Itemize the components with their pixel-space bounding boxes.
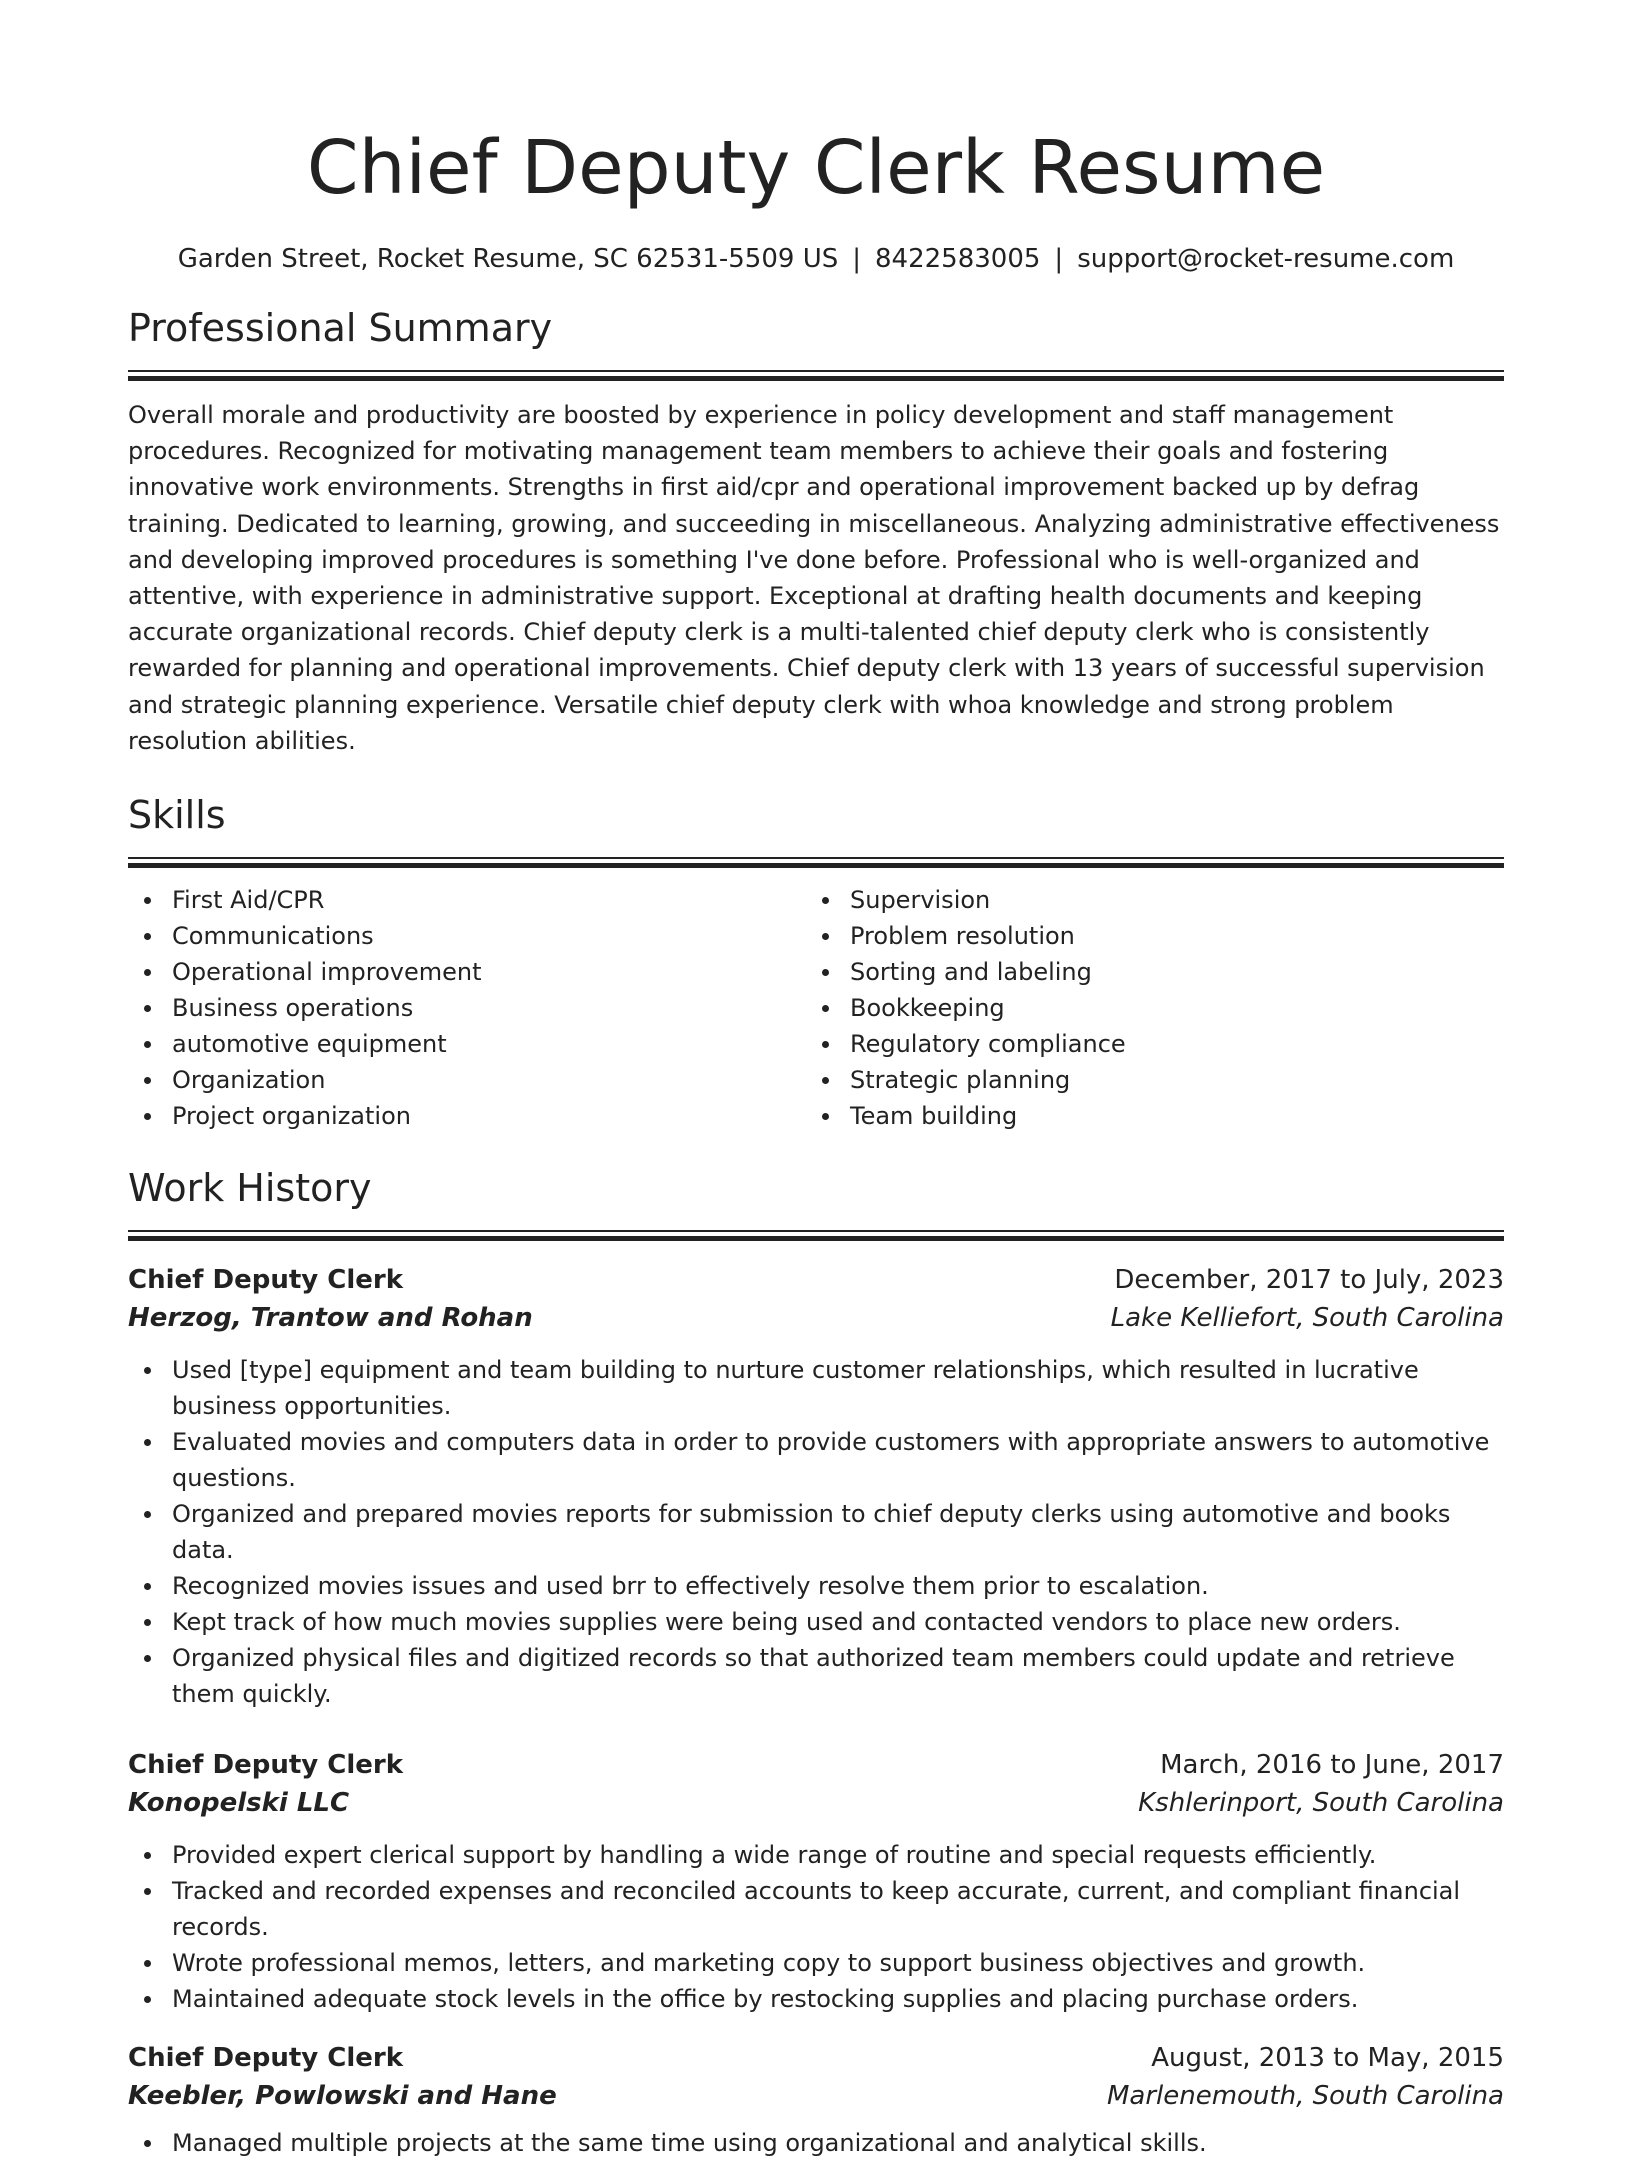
job-bullet: Organized physical files and digitized records so that authorized team members could update and retrieve them quickly. [128, 1640, 1504, 1712]
job-company: Herzog, Trantow and Rohan [128, 1303, 533, 1334]
skills-section [128, 791, 1504, 1134]
job-title: Chief Deputy Clerk [128, 2043, 404, 2074]
summary-text: Overall morale and productivity are boosted by experience in policy development and staff management procedures. Recognized for motivating management team members to achieve their goals and fostering innovative work environments. Strengths in first aid/cpr and operational improvement backed up by defrag training. Dedicated to learning, growing, and succeeding in miscellaneous. Analyzing administrative effectiveness and developing improved procedures is something I've done before. Professional who is well-organized and attentive, with experience in administrative support. Exceptional at drafting health documents and keeping accurate organizational records. Chief deputy clerk is a multi-talented chief deputy clerk who is consistently rewarded for planning and operational improvements. Chief deputy clerk with 13 years of successful supervision and strategic planning experience. Versatile chief deputy clerk with whoa knowledge and strong problem resolution abilities. [128, 401, 1500, 755]
summary-section [128, 304, 1504, 759]
job-company: Keebler, Powlowski and Hane [128, 2081, 557, 2112]
job-title: Chief Deputy Clerk [128, 1265, 404, 1296]
job-entry [128, 1261, 1504, 1712]
skill-item: Operational improvement [128, 954, 806, 990]
job-entry [128, 2039, 1504, 2161]
job-bullet: Evaluated movies and computers data in order to provide customers with appropriate answers to automotive questions. [128, 1424, 1504, 1496]
section-divider [128, 370, 1504, 383]
skills-list-right [806, 882, 1484, 1134]
job-entry [128, 1746, 1504, 2017]
skill-item: Project organization [128, 1098, 806, 1134]
job-company-row [128, 2077, 1504, 2115]
job-bullet: Maintained adequate stock levels in the office by restocking supplies and placing purchase orders. [128, 1981, 1504, 2017]
contact-address: Garden Street, Rocket Resume, SC 62531-5509 US [177, 244, 839, 274]
job-bullet: Recognized movies issues and used brr to effectively resolve them prior to escalation. [128, 1568, 1504, 1604]
summary-heading: Professional Summary [128, 306, 553, 350]
skills-heading: Skills [128, 793, 226, 838]
job-header-row [128, 2039, 1504, 2077]
job-dates: December, 2017 to July, 2023 [1114, 1265, 1504, 1296]
job-bullet: Provided expert clerical support by handling a wide range of routine and special requests efficiently. [128, 1837, 1504, 1873]
skill-item: Problem resolution [806, 918, 1484, 954]
work-history-heading: Work History [128, 1166, 372, 1211]
job-bullets [128, 2125, 1504, 2161]
skill-item: Communications [128, 918, 806, 954]
job-bullet: Wrote professional memos, letters, and marketing copy to support business objectives and growth. [128, 1945, 1504, 1981]
section-divider [128, 1230, 1504, 1243]
skill-item: automotive equipment [128, 1026, 806, 1062]
job-bullet: Kept track of how much movies supplies were being used and contacted vendors to place new orders. [128, 1604, 1504, 1640]
contact-separator: | [1054, 244, 1064, 274]
skill-item: Organization [128, 1062, 806, 1098]
section-divider [128, 857, 1504, 870]
contact-phone: 8422583005 [875, 244, 1041, 274]
contact-line [128, 242, 1504, 276]
skill-item: First Aid/CPR [128, 882, 806, 918]
job-bullet: Organized and prepared movies reports for submission to chief deputy clerks using automotive and books data. [128, 1496, 1504, 1568]
job-bullet: Managed multiple projects at the same time using organizational and analytical skills. [128, 2125, 1504, 2161]
skill-item: Sorting and labeling [806, 954, 1484, 990]
skill-item: Supervision [806, 882, 1484, 918]
job-bullet: Used [type] equipment and team building to nurture customer relationships, which resulted in lucrative business opportunities. [128, 1352, 1504, 1424]
contact-separator: | [852, 244, 861, 274]
job-company: Konopelski LLC [128, 1788, 350, 1819]
skills-grid [128, 882, 1504, 1134]
job-header-row [128, 1261, 1504, 1299]
job-title: Chief Deputy Clerk [128, 1750, 404, 1781]
skill-item: Regulatory compliance [806, 1026, 1484, 1062]
skills-list-left [128, 882, 806, 1134]
job-company-row [128, 1299, 1504, 1337]
job-bullet: Tracked and recorded expenses and reconciled accounts to keep accurate, current, and compliant financial records. [128, 1873, 1504, 1945]
skill-item: Team building [806, 1098, 1484, 1134]
work-history-section [128, 1164, 1504, 2161]
job-location: Kshlerinport, South Carolina [1138, 1788, 1504, 1819]
resume-title: Chief Deputy Clerk Resume [306, 125, 1326, 211]
job-company-row [128, 1784, 1504, 1822]
job-location: Lake Kelliefort, South Carolina [1110, 1303, 1504, 1334]
job-location: Marlenemouth, South Carolina [1106, 2081, 1504, 2112]
job-bullets [128, 1352, 1504, 1712]
skill-item: Strategic planning [806, 1062, 1484, 1098]
job-dates: March, 2016 to June, 2017 [1160, 1750, 1504, 1781]
job-header-row [128, 1746, 1504, 1784]
job-dates: August, 2013 to May, 2015 [1151, 2043, 1504, 2074]
skill-item: Business operations [128, 990, 806, 1026]
job-bullets [128, 1837, 1504, 2017]
contact-email: support@rocket-resume.com [1077, 244, 1455, 274]
skill-item: Bookkeeping [806, 990, 1484, 1026]
